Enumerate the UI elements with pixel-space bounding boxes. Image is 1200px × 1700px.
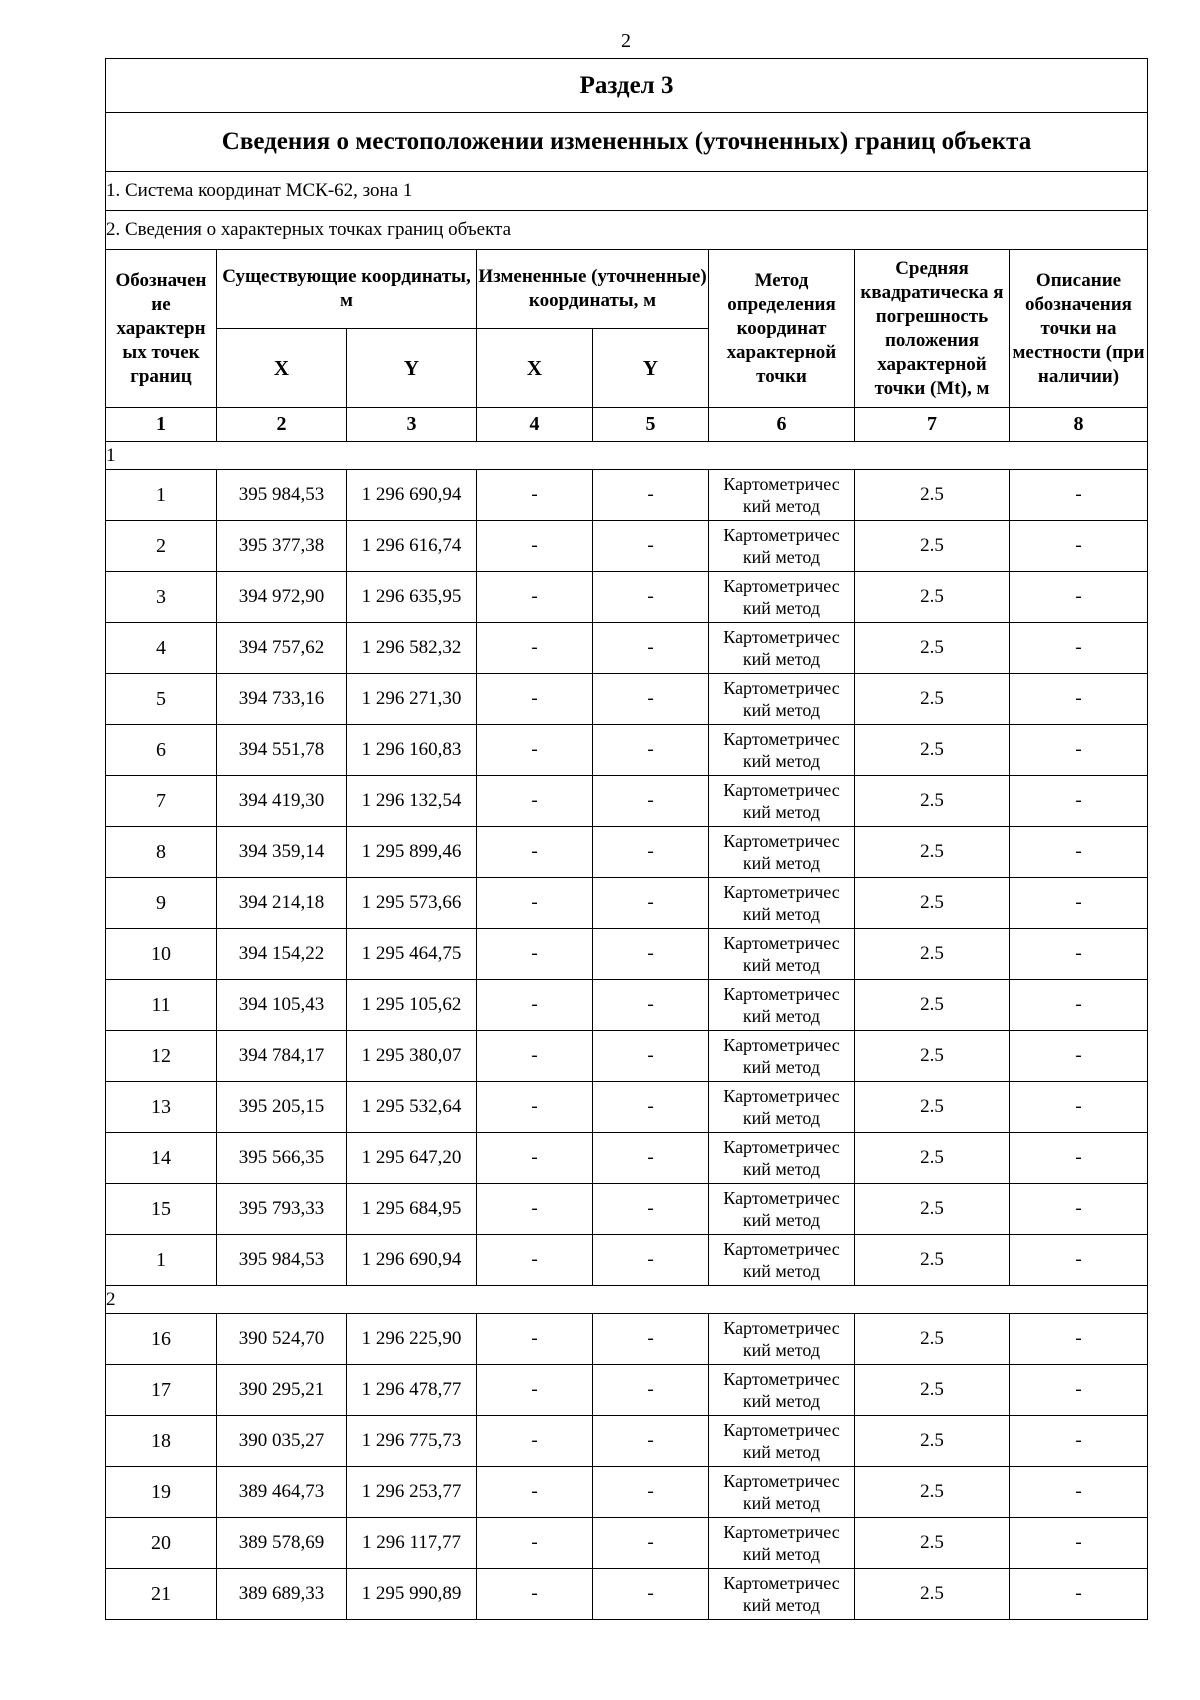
point-number: 9	[106, 878, 217, 929]
error-value: 2.5	[855, 827, 1010, 878]
error-value: 2.5	[855, 1467, 1010, 1518]
column-number: 5	[593, 408, 709, 442]
method-cell: Картометричес кий метод	[709, 929, 855, 980]
existing-y: 1 296 616,74	[347, 521, 477, 572]
column-number: 6	[709, 408, 855, 442]
changed-y: -	[593, 827, 709, 878]
changed-y: -	[593, 1184, 709, 1235]
existing-y: 1 296 582,32	[347, 623, 477, 674]
method-cell: Картометричес кий метод	[709, 878, 855, 929]
method-cell: Картометричес кий метод	[709, 1235, 855, 1286]
point-number: 13	[106, 1082, 217, 1133]
existing-y: 1 296 271,30	[347, 674, 477, 725]
column-number: 4	[477, 408, 593, 442]
changed-x: -	[477, 521, 593, 572]
table-row	[106, 1031, 1148, 1082]
existing-x: 394 419,30	[217, 776, 347, 827]
existing-x: 389 464,73	[217, 1467, 347, 1518]
header-designation: Обозначен ие характерн ых точек границ	[106, 250, 217, 408]
column-number: 3	[347, 408, 477, 442]
changed-x: -	[477, 878, 593, 929]
existing-y: 1 296 478,77	[347, 1365, 477, 1416]
existing-y: 1 295 532,64	[347, 1082, 477, 1133]
description-cell: -	[1010, 572, 1148, 623]
method-cell: Картометричес кий метод	[709, 1133, 855, 1184]
column-number: 1	[106, 408, 217, 442]
changed-y: -	[593, 572, 709, 623]
method-cell: Картометричес кий метод	[709, 1467, 855, 1518]
changed-x: -	[477, 1518, 593, 1569]
point-number: 4	[106, 623, 217, 674]
method-cell: Картометричес кий метод	[709, 1314, 855, 1365]
existing-y: 1 296 225,90	[347, 1314, 477, 1365]
existing-x: 394 972,90	[217, 572, 347, 623]
description-cell: -	[1010, 827, 1148, 878]
description-cell: -	[1010, 1518, 1148, 1569]
description-cell: -	[1010, 878, 1148, 929]
changed-y: -	[593, 1314, 709, 1365]
method-cell: Картометричес кий метод	[709, 1365, 855, 1416]
method-cell: Картометричес кий метод	[709, 1031, 855, 1082]
error-value: 2.5	[855, 929, 1010, 980]
changed-x: -	[477, 623, 593, 674]
error-value: 2.5	[855, 623, 1010, 674]
method-cell: Картометричес кий метод	[709, 470, 855, 521]
point-number: 19	[106, 1467, 217, 1518]
point-number: 10	[106, 929, 217, 980]
table-row	[106, 1082, 1148, 1133]
description-cell: -	[1010, 1467, 1148, 1518]
page-number: 2	[621, 30, 631, 52]
description-cell: -	[1010, 1235, 1148, 1286]
table-row	[106, 572, 1148, 623]
contour-label: 1	[106, 442, 1148, 470]
error-value: 2.5	[855, 1184, 1010, 1235]
column-number: 8	[1010, 408, 1148, 442]
point-number: 8	[106, 827, 217, 878]
changed-x: -	[477, 980, 593, 1031]
changed-x: -	[477, 1467, 593, 1518]
boundary-points-table	[105, 58, 1148, 1620]
error-value: 2.5	[855, 1365, 1010, 1416]
changed-y: -	[593, 1569, 709, 1620]
section-title: Раздел 3	[106, 59, 1148, 113]
existing-x: 394 359,14	[217, 827, 347, 878]
description-cell: -	[1010, 623, 1148, 674]
error-value: 2.5	[855, 1031, 1010, 1082]
changed-y: -	[593, 1082, 709, 1133]
changed-x: -	[477, 1416, 593, 1467]
existing-y: 1 296 132,54	[347, 776, 477, 827]
existing-y: 1 295 990,89	[347, 1569, 477, 1620]
method-cell: Картометричес кий метод	[709, 572, 855, 623]
method-cell: Картометричес кий метод	[709, 1184, 855, 1235]
header-y: Y	[347, 329, 477, 408]
point-number: 11	[106, 980, 217, 1031]
point-number: 2	[106, 521, 217, 572]
error-value: 2.5	[855, 1082, 1010, 1133]
description-cell: -	[1010, 1314, 1148, 1365]
table-row	[106, 1518, 1148, 1569]
changed-x: -	[477, 1133, 593, 1184]
existing-y: 1 296 690,94	[347, 470, 477, 521]
description-cell: -	[1010, 1031, 1148, 1082]
method-cell: Картометричес кий метод	[709, 674, 855, 725]
point-number: 21	[106, 1569, 217, 1620]
table-row	[106, 1184, 1148, 1235]
error-value: 2.5	[855, 470, 1010, 521]
changed-x: -	[477, 1314, 593, 1365]
changed-x: -	[477, 1365, 593, 1416]
existing-x: 394 733,16	[217, 674, 347, 725]
error-value: 2.5	[855, 674, 1010, 725]
changed-x: -	[477, 929, 593, 980]
table-row	[106, 725, 1148, 776]
point-number: 14	[106, 1133, 217, 1184]
error-value: 2.5	[855, 1416, 1010, 1467]
changed-x: -	[477, 1569, 593, 1620]
table-row	[106, 929, 1148, 980]
table-row	[106, 1133, 1148, 1184]
existing-x: 390 035,27	[217, 1416, 347, 1467]
existing-y: 1 295 899,46	[347, 827, 477, 878]
changed-x: -	[477, 1082, 593, 1133]
existing-x: 394 105,43	[217, 980, 347, 1031]
description-cell: -	[1010, 1133, 1148, 1184]
table-row	[106, 1569, 1148, 1620]
method-cell: Картометричес кий метод	[709, 1569, 855, 1620]
changed-y: -	[593, 776, 709, 827]
changed-y: -	[593, 878, 709, 929]
error-value: 2.5	[855, 1314, 1010, 1365]
error-value: 2.5	[855, 572, 1010, 623]
existing-x: 389 689,33	[217, 1569, 347, 1620]
method-cell: Картометричес кий метод	[709, 776, 855, 827]
existing-x: 390 524,70	[217, 1314, 347, 1365]
header-y-changed: Y	[593, 329, 709, 408]
existing-x: 394 154,22	[217, 929, 347, 980]
existing-y: 1 296 635,95	[347, 572, 477, 623]
existing-x: 395 377,38	[217, 521, 347, 572]
description-cell: -	[1010, 674, 1148, 725]
header-description: Описание обозначения точки на местности (при наличии)	[1010, 250, 1148, 408]
header-error: Средняя квадратическа я погрешность положения характерной точки (Mt), м	[855, 250, 1010, 408]
changed-y: -	[593, 1365, 709, 1416]
table-row	[106, 878, 1148, 929]
changed-x: -	[477, 1235, 593, 1286]
column-number: 2	[217, 408, 347, 442]
changed-y: -	[593, 674, 709, 725]
method-cell: Картометричес кий метод	[709, 1082, 855, 1133]
existing-y: 1 296 253,77	[347, 1467, 477, 1518]
existing-y: 1 295 105,62	[347, 980, 477, 1031]
point-number: 15	[106, 1184, 217, 1235]
changed-x: -	[477, 725, 593, 776]
description-cell: -	[1010, 725, 1148, 776]
changed-x: -	[477, 1184, 593, 1235]
point-number: 16	[106, 1314, 217, 1365]
point-number: 20	[106, 1518, 217, 1569]
error-value: 2.5	[855, 725, 1010, 776]
changed-x: -	[477, 470, 593, 521]
table-row	[106, 776, 1148, 827]
table-row	[106, 1365, 1148, 1416]
changed-y: -	[593, 1031, 709, 1082]
point-number: 1	[106, 470, 217, 521]
existing-x: 394 757,62	[217, 623, 347, 674]
column-numbers-row	[106, 408, 1148, 442]
point-number: 1	[106, 1235, 217, 1286]
point-number: 5	[106, 674, 217, 725]
description-cell: -	[1010, 1365, 1148, 1416]
existing-y: 1 295 380,07	[347, 1031, 477, 1082]
point-number: 6	[106, 725, 217, 776]
table-row	[106, 827, 1148, 878]
error-value: 2.5	[855, 521, 1010, 572]
header-x: X	[217, 329, 347, 408]
header-existing-coords: Существующие координаты, м	[217, 250, 477, 329]
changed-x: -	[477, 674, 593, 725]
existing-x: 390 295,21	[217, 1365, 347, 1416]
changed-y: -	[593, 980, 709, 1031]
table-row	[106, 1235, 1148, 1286]
changed-y: -	[593, 929, 709, 980]
changed-y: -	[593, 1518, 709, 1569]
error-value: 2.5	[855, 1235, 1010, 1286]
description-cell: -	[1010, 980, 1148, 1031]
contour-group-row	[106, 442, 1148, 470]
existing-y: 1 295 573,66	[347, 878, 477, 929]
section-subtitle: Сведения о местоположении измененных (уточненных) границ объекта	[106, 113, 1148, 172]
method-cell: Картометричес кий метод	[709, 980, 855, 1031]
method-cell: Картометричес кий метод	[709, 1416, 855, 1467]
description-cell: -	[1010, 1416, 1148, 1467]
existing-x: 394 784,17	[217, 1031, 347, 1082]
contour-label: 2	[106, 1286, 1148, 1314]
description-cell: -	[1010, 929, 1148, 980]
description-cell: -	[1010, 1082, 1148, 1133]
table-row	[106, 1314, 1148, 1365]
changed-y: -	[593, 521, 709, 572]
existing-y: 1 296 690,94	[347, 1235, 477, 1286]
table-row	[106, 1416, 1148, 1467]
changed-y: -	[593, 1133, 709, 1184]
description-cell: -	[1010, 776, 1148, 827]
coord-system-info: 1. Система координат МСК-62, зона 1	[106, 172, 1148, 211]
existing-x: 389 578,69	[217, 1518, 347, 1569]
changed-x: -	[477, 1031, 593, 1082]
existing-y: 1 296 775,73	[347, 1416, 477, 1467]
changed-x: -	[477, 827, 593, 878]
description-cell: -	[1010, 1569, 1148, 1620]
existing-x: 395 984,53	[217, 1235, 347, 1286]
contour-group-row	[106, 1286, 1148, 1314]
table-row	[106, 1467, 1148, 1518]
existing-y: 1 295 684,95	[347, 1184, 477, 1235]
method-cell: Картометричес кий метод	[709, 623, 855, 674]
error-value: 2.5	[855, 776, 1010, 827]
method-cell: Картометричес кий метод	[709, 1518, 855, 1569]
table-row	[106, 674, 1148, 725]
existing-y: 1 295 464,75	[347, 929, 477, 980]
description-cell: -	[1010, 470, 1148, 521]
existing-y: 1 296 117,77	[347, 1518, 477, 1569]
point-number: 3	[106, 572, 217, 623]
changed-y: -	[593, 1416, 709, 1467]
changed-y: -	[593, 1467, 709, 1518]
error-value: 2.5	[855, 980, 1010, 1031]
column-number: 7	[855, 408, 1010, 442]
header-x-changed: X	[477, 329, 593, 408]
error-value: 2.5	[855, 1518, 1010, 1569]
error-value: 2.5	[855, 878, 1010, 929]
changed-x: -	[477, 572, 593, 623]
existing-x: 395 205,15	[217, 1082, 347, 1133]
existing-y: 1 296 160,83	[347, 725, 477, 776]
changed-y: -	[593, 725, 709, 776]
point-number: 7	[106, 776, 217, 827]
changed-x: -	[477, 776, 593, 827]
method-cell: Картометричес кий метод	[709, 725, 855, 776]
method-cell: Картометричес кий метод	[709, 827, 855, 878]
existing-x: 394 214,18	[217, 878, 347, 929]
point-number: 17	[106, 1365, 217, 1416]
table-row	[106, 623, 1148, 674]
existing-x: 395 793,33	[217, 1184, 347, 1235]
existing-x: 395 984,53	[217, 470, 347, 521]
changed-y: -	[593, 1235, 709, 1286]
existing-y: 1 295 647,20	[347, 1133, 477, 1184]
method-cell: Картометричес кий метод	[709, 521, 855, 572]
header-method: Метод определения координат характерной точки	[709, 250, 855, 408]
error-value: 2.5	[855, 1133, 1010, 1184]
table-row	[106, 470, 1148, 521]
description-cell: -	[1010, 1184, 1148, 1235]
error-value: 2.5	[855, 1569, 1010, 1620]
changed-y: -	[593, 470, 709, 521]
point-number: 18	[106, 1416, 217, 1467]
description-cell: -	[1010, 521, 1148, 572]
changed-y: -	[593, 623, 709, 674]
existing-x: 395 566,35	[217, 1133, 347, 1184]
points-info: 2. Сведения о характерных точках границ объекта	[106, 211, 1148, 250]
header-changed-coords: Измененные (уточненные) координаты, м	[477, 250, 709, 329]
point-number: 12	[106, 1031, 217, 1082]
table-row	[106, 980, 1148, 1031]
existing-x: 394 551,78	[217, 725, 347, 776]
table-row	[106, 521, 1148, 572]
